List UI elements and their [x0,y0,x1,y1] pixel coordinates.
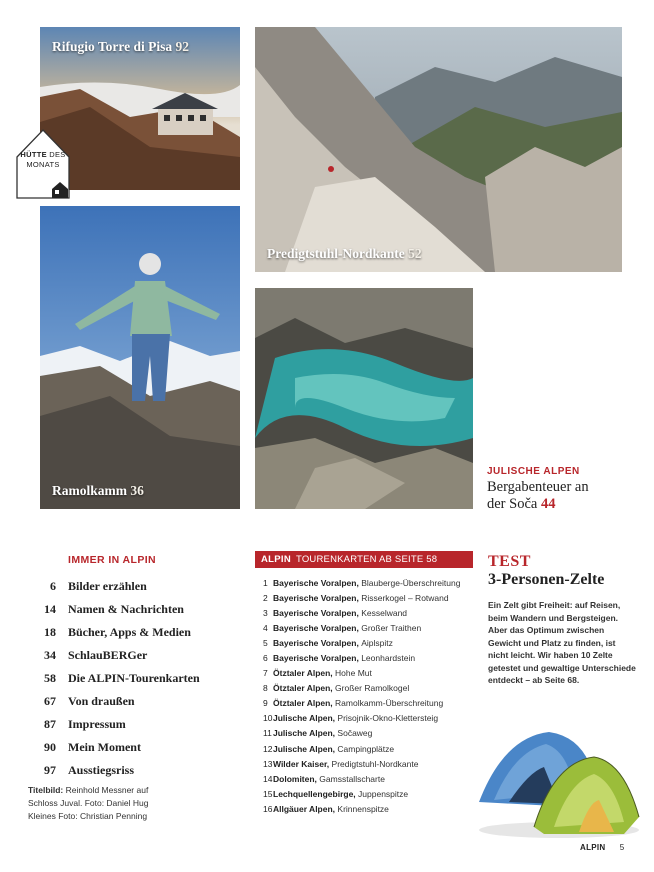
predigtstuhl-page: 52 [408,246,422,261]
test-body: Ein Zelt gibt Freiheit: auf Reisen, beim Wandern und Bergsteigen. Aber das Optimum zwischen Gewicht und Platz zu finden, ist nicht leicht. Wir haben 10 Zelte getestet und gewaltige Unterschiede entdeckt – ab Seite 68. [488,600,636,685]
soca-title-line2-text: der Soča [487,496,538,512]
toc-list [40,575,240,782]
toc-title: Namen & Nachrichten [68,602,184,616]
toc-item [40,690,240,713]
tour-name: Ramolkamm-Überschreitung [335,698,444,709]
tour-number: 5 [263,637,268,648]
tour-number: 6 [263,653,268,664]
tour-name: Kesselwand [361,607,408,618]
toc-item [40,598,240,621]
rifugio-page: 92 [175,39,190,54]
toc-page-number: 34 [44,648,56,662]
immer-in-alpin-heading: IMMER IN ALPIN [68,554,157,566]
toc-page-number: 58 [44,671,56,685]
toc-page-number: 14 [44,602,56,616]
test-title: 3-Personen-Zelte [488,571,605,588]
tour-list-item [255,786,473,801]
tour-region: Dolomiten, [273,773,317,784]
tour-number: 1 [263,577,268,588]
badge-line1 [14,150,72,159]
predigtstuhl-image [255,27,622,272]
soca-title [487,479,637,513]
tour-name: Krinnenspitze [337,803,389,814]
tour-list-item [255,741,473,756]
titelbild-label: Titelbild: [28,785,64,795]
tour-number: 15 [263,788,273,799]
tour-region: Julische Alpen, [273,713,336,724]
toc-page-number: 67 [44,694,56,708]
toc-item [40,667,240,690]
titelbild-line1 [28,784,148,797]
test-teaser [488,553,638,687]
toc-title: Bücher, Apps & Medien [68,625,191,639]
tour-name: Leonhardstein [361,653,416,664]
photo-soca-gorge [255,288,473,509]
tour-region: Lechquellengebirge, [273,788,356,799]
soca-region: JULISCHE ALPEN [487,466,580,477]
rifugio-caption [52,39,189,55]
rifugio-title: Rifugio Torre di Pisa [52,39,173,54]
test-kicker: TEST [488,553,531,570]
tour-list-item [255,696,473,711]
photo-predigtstuhl-nordkante [255,27,622,272]
toc-page-number: 90 [44,740,56,754]
tour-name: Prisojnik-Okno-Klettersteig [337,713,439,724]
tour-number: 12 [263,743,273,754]
tour-name: Großer Ramolkogel [335,683,410,694]
toc-title: SchlauBERGer [68,648,148,662]
tour-number: 10 [263,713,273,724]
tour-name: Großer Traithen [361,622,422,633]
badge-line1-rest: DES [46,150,66,159]
tour-number: 13 [263,758,273,769]
soca-image [255,288,473,509]
tour-name: Gamsstallscharte [319,773,385,784]
tour-list-item [255,575,473,590]
tour-number: 3 [263,607,268,618]
tour-region: Bayerische Voralpen, [273,622,359,633]
tour-list-item [255,635,473,650]
tour-list-item [255,650,473,665]
toc-title: Bilder erzählen [68,579,147,593]
tour-name: Campingplätze [337,743,395,754]
tour-number: 8 [263,683,268,694]
toc-page-number: 97 [44,763,56,777]
predigtstuhl-caption [267,246,422,262]
ramolkamm-title: Ramolkamm [52,483,127,498]
tour-name: Juppenspitze [358,788,409,799]
tour-region: Ötztaler Alpen, [273,698,333,709]
titelbild-line3: Kleines Foto: Christian Penning [28,811,148,821]
toc-item [40,736,240,759]
tour-number: 4 [263,622,268,633]
toc-page-number: 87 [44,717,56,731]
tour-region: Allgäuer Alpen, [273,803,336,814]
page-number: 5 [619,843,625,852]
ramolkamm-image [40,206,240,509]
tent-icon [474,722,644,842]
tents-illustration [474,722,644,842]
tour-list-item [255,620,473,635]
tour-name: Blauberge-Überschreitung [361,577,461,588]
toc-title: Ausstiegsriss [68,763,135,777]
ramolkamm-page: 36 [130,483,144,498]
tour-region: Julische Alpen, [273,728,336,739]
tour-name: Hohe Mut [335,668,372,679]
toc-page-number: 18 [44,625,56,639]
tourenkarten-subtitle: TOURENKARTEN AB SEITE 58 [296,554,438,565]
tour-region: Julische Alpen, [273,743,336,754]
soca-title-line2 [487,496,637,513]
tour-region: Bayerische Voralpen, [273,637,359,648]
badge-line2: MONATS [26,160,60,169]
tourenkarten-list [255,575,473,817]
footer-brand: ALPIN [580,843,606,852]
tour-region: Ötztaler Alpen, [273,683,333,694]
titelbild-line1-rest: Reinhold Messner auf [63,785,149,795]
tour-list-item [255,771,473,786]
tour-list-item [255,756,473,771]
toc-item [40,644,240,667]
toc-title: Von draußen [68,694,135,708]
titelbild-line2: Schloss Juval. Foto: Daniel Hug [28,798,149,808]
tour-name: Predigtstuhl-Nordkante [331,758,419,769]
tour-number: 11 [263,728,272,739]
tour-region: Bayerische Voralpen, [273,592,359,603]
toc-title: Die ALPIN-Tourenkarten [68,671,200,685]
toc-page-number: 6 [50,579,56,593]
tour-name: Sočaweg [337,728,373,739]
tour-region: Bayerische Voralpen, [273,607,359,618]
tour-region: Bayerische Voralpen, [273,653,359,664]
soca-page: 44 [540,496,556,512]
tour-number: 2 [263,592,268,603]
badge-line1-bold: HÜTTE [20,150,47,159]
tour-list-item [255,666,473,681]
tour-number: 7 [263,668,268,679]
soca-caption [487,466,637,513]
toc-title: Mein Moment [68,740,141,754]
toc-item [40,575,240,598]
ramolkamm-caption [52,483,144,499]
tour-list-item [255,590,473,605]
toc-item [40,621,240,644]
page-footer [580,843,624,852]
tour-region: Bayerische Voralpen, [273,577,359,588]
photo-ramolkamm [40,206,240,509]
tourenkarten-section [255,551,473,817]
tour-number: 14 [263,773,273,784]
tour-list-item [255,711,473,726]
tour-list-item [255,681,473,696]
titelbild-credits [28,784,148,823]
soca-title-line1: Bergabenteuer an [487,479,589,495]
immer-in-alpin-section [40,554,240,782]
toc-title: Impressum [68,717,126,731]
tour-number: 9 [263,698,268,709]
toc-item [40,759,240,782]
tour-list-item [255,726,473,741]
huette-des-monats-badge [14,127,72,201]
tour-region: Ötztaler Alpen, [273,668,333,679]
tour-region: Wilder Kaiser, [273,758,330,769]
predigtstuhl-title: Predigtstuhl-Nordkante [267,246,405,261]
tour-name: Aiplspitz [361,637,393,648]
tour-list-item [255,605,473,620]
tour-number: 16 [263,803,273,814]
tour-list-item [255,801,473,816]
tourenkarten-header [255,551,473,568]
toc-item [40,713,240,736]
tour-name: Risserkogel – Rotwand [361,592,449,603]
tourenkarten-brand: ALPIN [261,554,291,565]
